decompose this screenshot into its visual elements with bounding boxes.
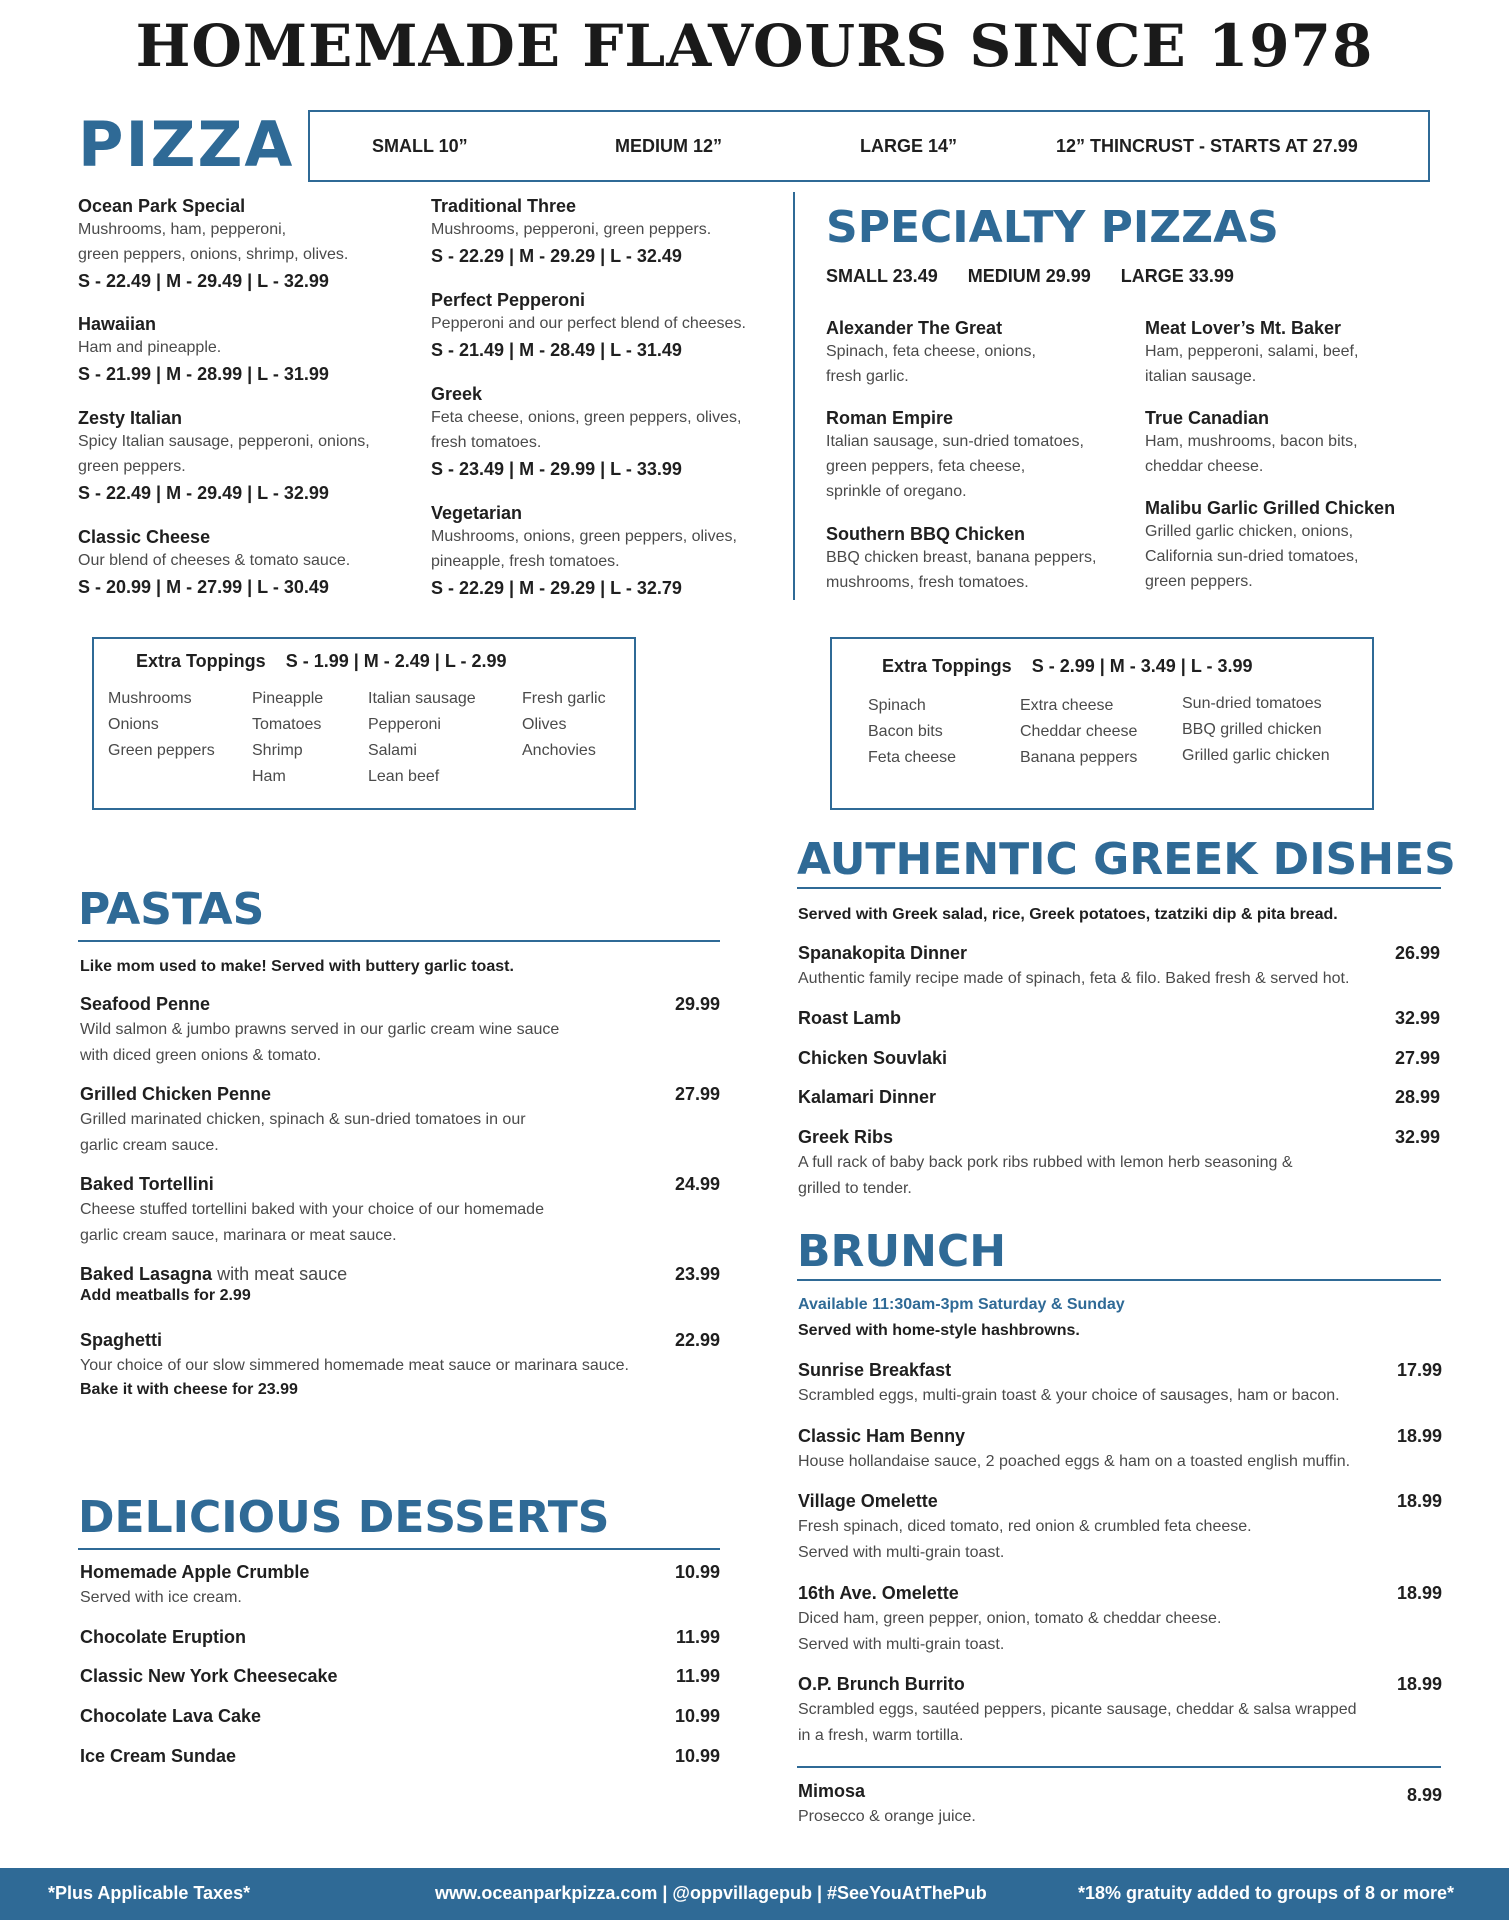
- greek-section-title: AUTHENTIC GREEK DISHES: [797, 834, 1456, 885]
- brunch-intro: Served with home-style hashbrowns.: [798, 1322, 1080, 1339]
- specialty-name: Alexander The Great: [826, 318, 1003, 338]
- topping: Shrimp: [252, 742, 303, 759]
- specialty-name: Meat Lover’s Mt. Baker: [1145, 318, 1342, 338]
- brunch-item: [798, 1781, 1442, 1830]
- brunch-rule: [797, 1279, 1441, 1281]
- pizza-item: [78, 408, 418, 504]
- greek-price: 32.99: [1394, 1127, 1440, 1147]
- toppings-column: [252, 686, 323, 790]
- brunch-desc: House hollandaise sauce, 2 poached eggs & ham on a toasted english muffin.: [798, 1453, 1351, 1470]
- pizza-price: S - 22.49 | M - 29.49 | L - 32.99: [78, 483, 329, 503]
- pizza-item: [431, 384, 791, 480]
- footer-links[interactable]: www.oceanparkpizza.com | @oppvillagepub | #SeeYouAtThePub: [435, 1883, 987, 1903]
- brunch-item: [798, 1426, 1442, 1475]
- topping: Italian sausage: [368, 690, 476, 707]
- brunch-section-title: BRUNCH: [797, 1226, 1007, 1277]
- pizza-item: [78, 196, 418, 292]
- footer-taxes: *Plus Applicable Taxes*: [48, 1883, 251, 1903]
- pizza-desc: Spicy Italian sausage, pepperoni, onions,: [78, 433, 370, 450]
- pasta-desc: Grilled marinated chicken, spinach & sun-dried tomatoes in our: [80, 1111, 526, 1128]
- pizza-price: S - 21.49 | M - 28.49 | L - 31.49: [431, 340, 682, 360]
- specialty-desc: Grilled garlic chicken, onions,: [1145, 523, 1354, 540]
- toppings-column: [108, 686, 215, 764]
- pasta-price: 29.99: [674, 994, 720, 1014]
- footer-bar: [0, 1868, 1509, 1920]
- greek-intro: Served with Greek salad, rice, Greek potatoes, tzatziki dip & pita bread.: [798, 906, 1338, 923]
- pizza-desc: Our blend of cheeses & tomato sauce.: [78, 552, 351, 569]
- specialty-desc: Ham, mushrooms, bacon bits,: [1145, 433, 1358, 450]
- specialty-name: Southern BBQ Chicken: [826, 524, 1026, 544]
- pastas-rule: [78, 940, 720, 942]
- pizza-item: [78, 314, 418, 385]
- specialty-desc: green peppers, feta cheese,: [826, 458, 1026, 475]
- column-divider: [793, 192, 795, 600]
- pizza-price: S - 22.49 | M - 29.49 | L - 32.99: [78, 271, 329, 291]
- pasta-extra: Add meatballs for 2.99: [80, 1287, 251, 1304]
- pasta-desc: garlic cream sauce.: [80, 1137, 219, 1154]
- toppings-column: [368, 686, 476, 790]
- pizza-size-box: [308, 110, 1430, 182]
- pasta-price: 27.99: [674, 1084, 720, 1104]
- pasta-desc: with diced green onions & tomato.: [80, 1047, 322, 1064]
- topping: Pepperoni: [368, 716, 441, 733]
- dessert-item: [80, 1746, 720, 1767]
- pizza-price: S - 22.29 | M - 29.29 | L - 32.49: [431, 246, 682, 266]
- size-medium: MEDIUM 12”: [615, 136, 723, 156]
- specialty-desc: sprinkle of oregano.: [826, 483, 967, 500]
- pizza-name: Zesty Italian: [78, 408, 183, 428]
- dessert-item: [80, 1706, 720, 1727]
- specialty-item: [826, 318, 1136, 389]
- pasta-desc: garlic cream sauce, marinara or meat sauce.: [80, 1227, 397, 1244]
- pizza-desc: Ham and pineapple.: [78, 339, 222, 356]
- specialty-small: SMALL 23.49: [826, 266, 938, 286]
- topping: Pineapple: [252, 690, 324, 707]
- brunch-name: 16th Ave. Omelette: [798, 1583, 959, 1603]
- pasta-item: [80, 994, 720, 1069]
- brunch-name: O.P. Brunch Burrito: [798, 1674, 965, 1694]
- topping: Sun-dried tomatoes: [1182, 695, 1322, 712]
- specialty-desc: green peppers.: [1145, 573, 1253, 590]
- brunch-price: 18.99: [1396, 1426, 1442, 1446]
- mimosa-rule: [797, 1766, 1441, 1768]
- brunch-desc: in a fresh, warm tortilla.: [798, 1727, 964, 1744]
- specialty-large: LARGE 33.99: [1120, 266, 1234, 286]
- brunch-price: 18.99: [1396, 1583, 1442, 1603]
- specialty-section-title: SPECIALTY PIZZAS: [826, 202, 1279, 253]
- brunch-price: 17.99: [1396, 1360, 1442, 1380]
- pizza-name: Hawaiian: [78, 314, 157, 334]
- topping: Salami: [368, 742, 417, 759]
- brunch-desc: Served with multi-grain toast.: [798, 1636, 1005, 1653]
- topping: Spinach: [868, 697, 926, 714]
- brunch-item: [798, 1583, 1442, 1658]
- greek-name: Chicken Souvlaki: [798, 1048, 948, 1068]
- specialty-item: [1145, 408, 1455, 479]
- brunch-availability: Available 11:30am-3pm Saturday & Sunday: [798, 1296, 1125, 1313]
- toppings-column: [868, 693, 956, 771]
- dessert-item: [80, 1562, 720, 1611]
- brunch-item: [798, 1674, 1442, 1749]
- pasta-price: 24.99: [674, 1174, 720, 1194]
- dessert-price: 10.99: [674, 1746, 720, 1766]
- dessert-item: [80, 1627, 720, 1648]
- pasta-price: 22.99: [674, 1330, 720, 1350]
- greek-item: [798, 1127, 1440, 1202]
- specialty-toppings-box: [830, 637, 1374, 810]
- pasta-desc: Wild salmon & jumbo prawns served in our garlic cream wine sauce: [80, 1021, 560, 1038]
- brunch-price: 18.99: [1396, 1674, 1442, 1694]
- dessert-price: 10.99: [674, 1706, 720, 1726]
- greek-price: 28.99: [1394, 1087, 1440, 1107]
- greek-name: Kalamari Dinner: [798, 1087, 937, 1107]
- pizza-name: Classic Cheese: [78, 527, 211, 547]
- dessert-name: Chocolate Lava Cake: [80, 1706, 262, 1726]
- specialty-desc: California sun-dried tomatoes,: [1145, 548, 1359, 565]
- pasta-name: Seafood Penne: [80, 994, 211, 1014]
- specialty-name: Roman Empire: [826, 408, 954, 428]
- toppings-column: [1182, 691, 1330, 769]
- pizza-desc: green peppers, onions, shrimp, olives.: [78, 246, 349, 263]
- topping: Anchovies: [522, 742, 596, 759]
- topping: Fresh garlic: [522, 690, 606, 707]
- pizza-name: Vegetarian: [431, 503, 523, 523]
- dessert-item: [80, 1666, 720, 1687]
- pizza-price: S - 23.49 | M - 29.99 | L - 33.99: [431, 459, 682, 479]
- pasta-name-line: [80, 1264, 720, 1285]
- specialty-desc: Italian sausage, sun-dried tomatoes,: [826, 433, 1084, 450]
- pasta-item: [80, 1264, 720, 1305]
- page-headline: HOMEMADE FLAVOURS SINCE 1978: [135, 12, 1374, 80]
- pasta-item: [80, 1174, 720, 1249]
- specialty-desc: Spinach, feta cheese, onions,: [826, 343, 1036, 360]
- topping: Mushrooms: [108, 690, 192, 707]
- dessert-price: 11.99: [675, 1627, 720, 1647]
- specialty-size-prices: [826, 266, 1234, 287]
- brunch-desc: Fresh spinach, diced tomato, red onion & crumbled feta cheese.: [798, 1518, 1252, 1535]
- pizza-name: Ocean Park Special: [78, 196, 246, 216]
- greek-item: [798, 1048, 1440, 1069]
- pizza-desc: Mushrooms, onions, green peppers, olives,: [431, 528, 737, 545]
- specialty-desc: Ham, pepperoni, salami, beef,: [1145, 343, 1359, 360]
- pasta-name-suffix: with meat sauce: [212, 1264, 348, 1284]
- pizza-item: [78, 527, 418, 598]
- pasta-desc: Cheese stuffed tortellini baked with your choice of our homemade: [80, 1201, 544, 1218]
- pizza-desc: fresh tomatoes.: [431, 434, 542, 451]
- topping: Extra cheese: [1020, 697, 1114, 714]
- size-thincrust: 12” THINCRUST - STARTS AT 27.99: [1056, 136, 1358, 156]
- dessert-price: 10.99: [674, 1562, 720, 1582]
- pasta-desc: Your choice of our slow simmered homemade meat sauce or marinara sauce.: [80, 1357, 629, 1374]
- pizza-desc: Mushrooms, ham, pepperoni,: [78, 221, 287, 238]
- greek-price: 32.99: [1394, 1008, 1440, 1028]
- size-large: LARGE 14”: [860, 136, 958, 156]
- brunch-price: 18.99: [1396, 1491, 1442, 1511]
- toppings-prices: S - 1.99 | M - 2.49 | L - 2.99: [285, 651, 507, 671]
- specialty-name: Malibu Garlic Grilled Chicken: [1145, 498, 1396, 518]
- brunch-name: Classic Ham Benny: [798, 1426, 966, 1446]
- brunch-name: Sunrise Breakfast: [798, 1360, 952, 1380]
- brunch-name: Village Omelette: [798, 1491, 938, 1511]
- brunch-desc: Scrambled eggs, sautéed peppers, picante sausage, cheddar & salsa wrapped: [798, 1701, 1357, 1718]
- toppings-label: Extra Toppings: [136, 651, 266, 671]
- specialty-desc: BBQ chicken breast, banana peppers,: [826, 549, 1097, 566]
- topping: Bacon bits: [868, 723, 943, 740]
- brunch-desc: Served with multi-grain toast.: [798, 1544, 1005, 1561]
- greek-item: [798, 1087, 1440, 1108]
- brunch-item: [798, 1360, 1442, 1409]
- topping: Grilled garlic chicken: [1182, 747, 1330, 764]
- toppings-column: [522, 686, 606, 764]
- pizza-desc: green peppers.: [78, 458, 186, 475]
- greek-name: Roast Lamb: [798, 1008, 902, 1028]
- pizza-desc: pineapple, fresh tomatoes.: [431, 553, 620, 570]
- topping: BBQ grilled chicken: [1182, 721, 1322, 738]
- pizza-item: [431, 503, 791, 599]
- specialty-item: [1145, 318, 1455, 389]
- specialty-desc: cheddar cheese.: [1145, 458, 1264, 475]
- pizza-desc: Feta cheese, onions, green peppers, olives,: [431, 409, 742, 426]
- greek-item: [798, 1008, 1440, 1029]
- pasta-item: [80, 1330, 720, 1399]
- pizza-item: [431, 290, 791, 361]
- brunch-desc: Diced ham, green pepper, onion, tomato & cheddar cheese.: [798, 1610, 1222, 1627]
- dessert-name: Ice Cream Sundae: [80, 1746, 237, 1766]
- topping: Olives: [522, 716, 567, 733]
- greek-desc: Authentic family recipe made of spinach, feta & filo. Baked fresh & served hot.: [798, 970, 1350, 987]
- pizza-item: [431, 196, 791, 267]
- specialty-item: [1145, 498, 1475, 594]
- dessert-desc: Served with ice cream.: [80, 1589, 242, 1606]
- pizza-price: S - 21.99 | M - 28.99 | L - 31.99: [78, 364, 329, 384]
- footer-gratuity: *18% gratuity added to groups of 8 or more*: [1078, 1883, 1455, 1903]
- toppings-column: [1020, 693, 1137, 771]
- greek-rule: [797, 887, 1441, 889]
- greek-name: Spanakopita Dinner: [798, 943, 968, 963]
- brunch-name: Mimosa: [798, 1781, 866, 1801]
- greek-item: [798, 943, 1440, 992]
- pasta-price: 23.99: [674, 1264, 720, 1284]
- topping: Feta cheese: [868, 749, 957, 766]
- toppings-header: [136, 651, 507, 672]
- specialty-item: [826, 524, 1136, 595]
- dessert-price: 11.99: [675, 1666, 720, 1686]
- dessert-name: Chocolate Eruption: [80, 1627, 246, 1647]
- desserts-rule: [78, 1548, 720, 1550]
- pasta-name: Baked Tortellini: [80, 1174, 214, 1194]
- topping: Onions: [108, 716, 159, 733]
- dessert-name: Homemade Apple Crumble: [80, 1562, 310, 1582]
- desserts-section-title: DELICIOUS DESSERTS: [78, 1492, 610, 1543]
- pizza-name: Greek: [431, 384, 483, 404]
- pasta-name: Spaghetti: [80, 1330, 163, 1350]
- specialty-desc: fresh garlic.: [826, 368, 909, 385]
- pasta-extra: Bake it with cheese for 23.99: [80, 1381, 298, 1398]
- pizza-name: Perfect Pepperoni: [431, 290, 586, 310]
- specialty-desc: mushrooms, fresh tomatoes.: [826, 574, 1029, 591]
- greek-price: 26.99: [1394, 943, 1440, 963]
- pizza-section-title: PIZZA: [78, 108, 295, 181]
- pasta-name: Baked Lasagna: [80, 1264, 213, 1284]
- topping: Lean beef: [368, 768, 440, 785]
- size-small: SMALL 10”: [372, 136, 468, 156]
- greek-price: 27.99: [1394, 1048, 1440, 1068]
- brunch-desc: Scrambled eggs, multi-grain toast & your choice of sausages, ham or bacon.: [798, 1387, 1340, 1404]
- specialty-medium: MEDIUM 29.99: [967, 266, 1091, 286]
- pizza-price: S - 20.99 | M - 27.99 | L - 30.49: [78, 577, 329, 597]
- specialty-name: True Canadian: [1145, 408, 1270, 428]
- topping: Cheddar cheese: [1020, 723, 1138, 740]
- topping: Banana peppers: [1020, 749, 1138, 766]
- pasta-item: [80, 1084, 720, 1159]
- brunch-desc: Prosecco & orange juice.: [798, 1808, 976, 1825]
- pastas-intro: Like mom used to make! Served with buttery garlic toast.: [80, 958, 514, 975]
- topping: Ham: [252, 768, 286, 785]
- greek-desc: A full rack of baby back pork ribs rubbed with lemon herb seasoning &: [798, 1154, 1293, 1171]
- pizza-name: Traditional Three: [431, 196, 577, 216]
- pizza-desc: Pepperoni and our perfect blend of cheeses.: [431, 315, 746, 332]
- toppings-label: Extra Toppings: [882, 656, 1012, 676]
- dessert-name: Classic New York Cheesecake: [80, 1666, 338, 1686]
- greek-desc: grilled to tender.: [798, 1180, 912, 1197]
- toppings-header: [882, 656, 1253, 677]
- pasta-name: Grilled Chicken Penne: [80, 1084, 272, 1104]
- toppings-prices: S - 2.99 | M - 3.49 | L - 3.99: [1031, 656, 1253, 676]
- specialty-desc: italian sausage.: [1145, 368, 1257, 385]
- topping: Green peppers: [108, 742, 215, 759]
- specialty-item: [826, 408, 1136, 504]
- pizza-price: S - 22.29 | M - 29.29 | L - 32.79: [431, 578, 682, 598]
- greek-name: Greek Ribs: [798, 1127, 894, 1147]
- brunch-item: [798, 1491, 1442, 1566]
- pizza-toppings-box: [92, 637, 636, 810]
- pizza-desc: Mushrooms, pepperoni, green peppers.: [431, 221, 712, 238]
- brunch-price: 8.99: [1406, 1785, 1442, 1805]
- pastas-section-title: PASTAS: [78, 884, 265, 935]
- topping: Tomatoes: [252, 716, 322, 733]
